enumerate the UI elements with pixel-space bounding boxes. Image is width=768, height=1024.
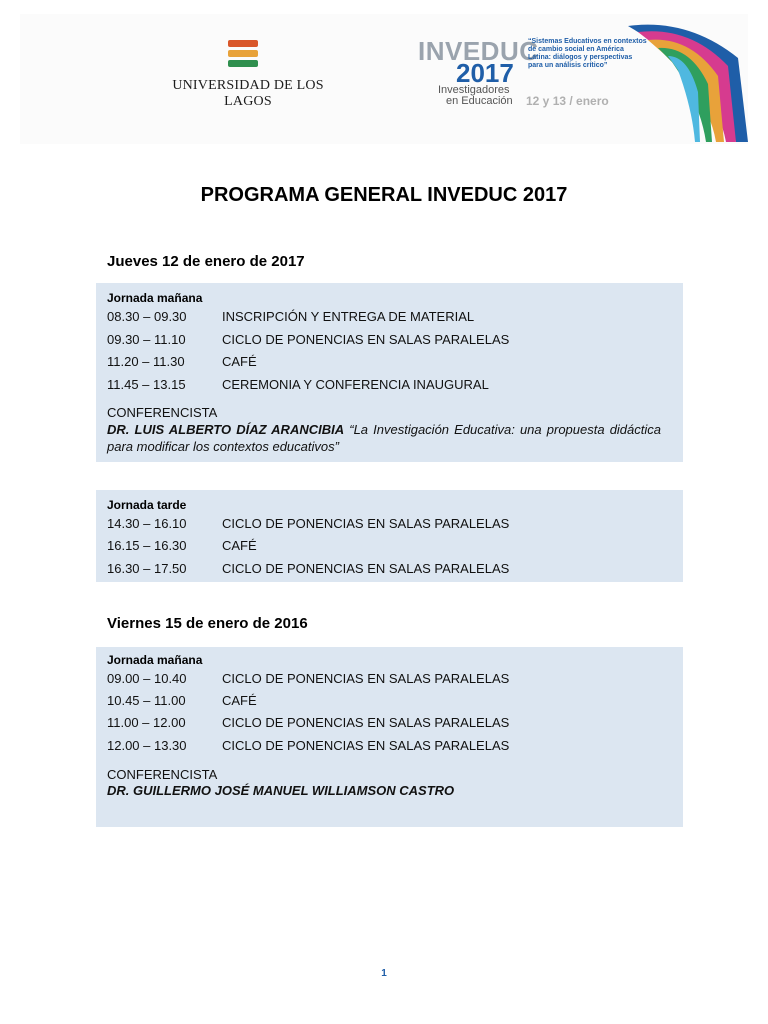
- schedule-time: 16.30 – 17.50: [107, 561, 187, 576]
- schedule-time: 11.45 – 13.15: [107, 377, 186, 392]
- university-emblem: [228, 40, 258, 72]
- event-year: 2017: [456, 58, 514, 88]
- day-heading: Viernes 15 de enero de 2016: [107, 615, 308, 632]
- schedule-time: 11.20 – 11.30: [107, 354, 185, 369]
- session-panel-morning-day2: [96, 647, 683, 827]
- speaker-name: DR. GUILLERMO JOSÉ MANUEL WILLIAMSON CASTRO: [107, 783, 455, 798]
- schedule-row: [107, 354, 257, 369]
- schedule-time: 11.00 – 12.00: [107, 715, 186, 730]
- schedule-activity: CICLO DE PONENCIAS EN SALAS PARALELAS: [222, 561, 510, 576]
- speaker-details: [107, 421, 661, 455]
- schedule-activity: CICLO DE PONENCIAS EN SALAS PARALELAS: [222, 516, 510, 531]
- schedule-activity: CAFÉ: [222, 354, 257, 369]
- session-label: Jornada mañana: [107, 291, 203, 305]
- schedule-row: [107, 715, 509, 730]
- schedule-row: [107, 516, 509, 531]
- speaker-label: CONFERENCISTA: [107, 405, 218, 420]
- schedule-row: [107, 309, 474, 324]
- session-label: Jornada tarde: [107, 498, 187, 512]
- university-name: UNIVERSIDAD DE LOS LAGOS: [172, 78, 324, 109]
- event-name: INVEDUC: [418, 36, 539, 66]
- schedule-row: [107, 561, 509, 576]
- schedule-time: 08.30 – 09.30: [107, 309, 187, 324]
- schedule-time: 09.30 – 11.10: [107, 332, 186, 347]
- event-tagline: “Sistemas Educativos en contextos de cambio social en América Latina: diálogos y perspectivas para un análisis crítico”: [528, 38, 647, 69]
- speaker-label: CONFERENCISTA: [107, 767, 218, 782]
- page-header: [20, 14, 748, 144]
- page-title: PROGRAMA GENERAL INVEDUC 2017: [200, 184, 568, 206]
- speaker-talk: “La Investigación Educativa: una propuesta didáctica para modificar los contextos educativos”: [107, 422, 661, 454]
- schedule-activity: CICLO DE PONENCIAS EN SALAS PARALELAS: [222, 671, 510, 686]
- schedule-row: [107, 671, 509, 686]
- schedule-activity: CAFÉ: [222, 693, 257, 708]
- inveduc-logo: [418, 18, 748, 142]
- event-subtitle-1: Investigadores: [438, 84, 510, 96]
- university-logo: [148, 40, 348, 110]
- schedule-row: [107, 538, 257, 553]
- schedule-activity: CAFÉ: [222, 538, 257, 553]
- ribbon-graphic: [628, 18, 748, 142]
- schedule-time: 10.45 – 11.00: [107, 693, 186, 708]
- schedule-row: [107, 738, 509, 753]
- page-number: 1: [381, 968, 387, 979]
- schedule-activity: CICLO DE PONENCIAS EN SALAS PARALELAS: [222, 715, 510, 730]
- schedule-activity: CEREMONIA Y CONFERENCIA INAUGURAL: [222, 377, 489, 392]
- speaker-details: [107, 782, 661, 799]
- event-dates: 12 y 13 / enero: [526, 94, 609, 108]
- schedule-time: 16.15 – 16.30: [107, 538, 187, 553]
- schedule-activity: INSCRIPCIÓN Y ENTREGA DE MATERIAL: [222, 309, 475, 324]
- session-label: Jornada mañana: [107, 653, 203, 667]
- schedule-row: [107, 377, 489, 392]
- session-panel-morning: [96, 283, 683, 462]
- speaker-name: DR. LUIS ALBERTO DÍAZ ARANCIBIA: [107, 422, 345, 437]
- schedule-time: 12.00 – 13.30: [107, 738, 187, 753]
- schedule-activity: CICLO DE PONENCIAS EN SALAS PARALELAS: [222, 332, 510, 347]
- schedule-activity: CICLO DE PONENCIAS EN SALAS PARALELAS: [222, 738, 510, 753]
- session-panel-afternoon: [96, 490, 683, 582]
- schedule-row: [107, 693, 257, 708]
- event-subtitle-2: en Educación: [446, 95, 513, 107]
- day-heading: Jueves 12 de enero de 2017: [107, 253, 305, 270]
- schedule-row: [107, 332, 509, 347]
- schedule-time: 14.30 – 16.10: [107, 516, 187, 531]
- schedule-time: 09.00 – 10.40: [107, 671, 187, 686]
